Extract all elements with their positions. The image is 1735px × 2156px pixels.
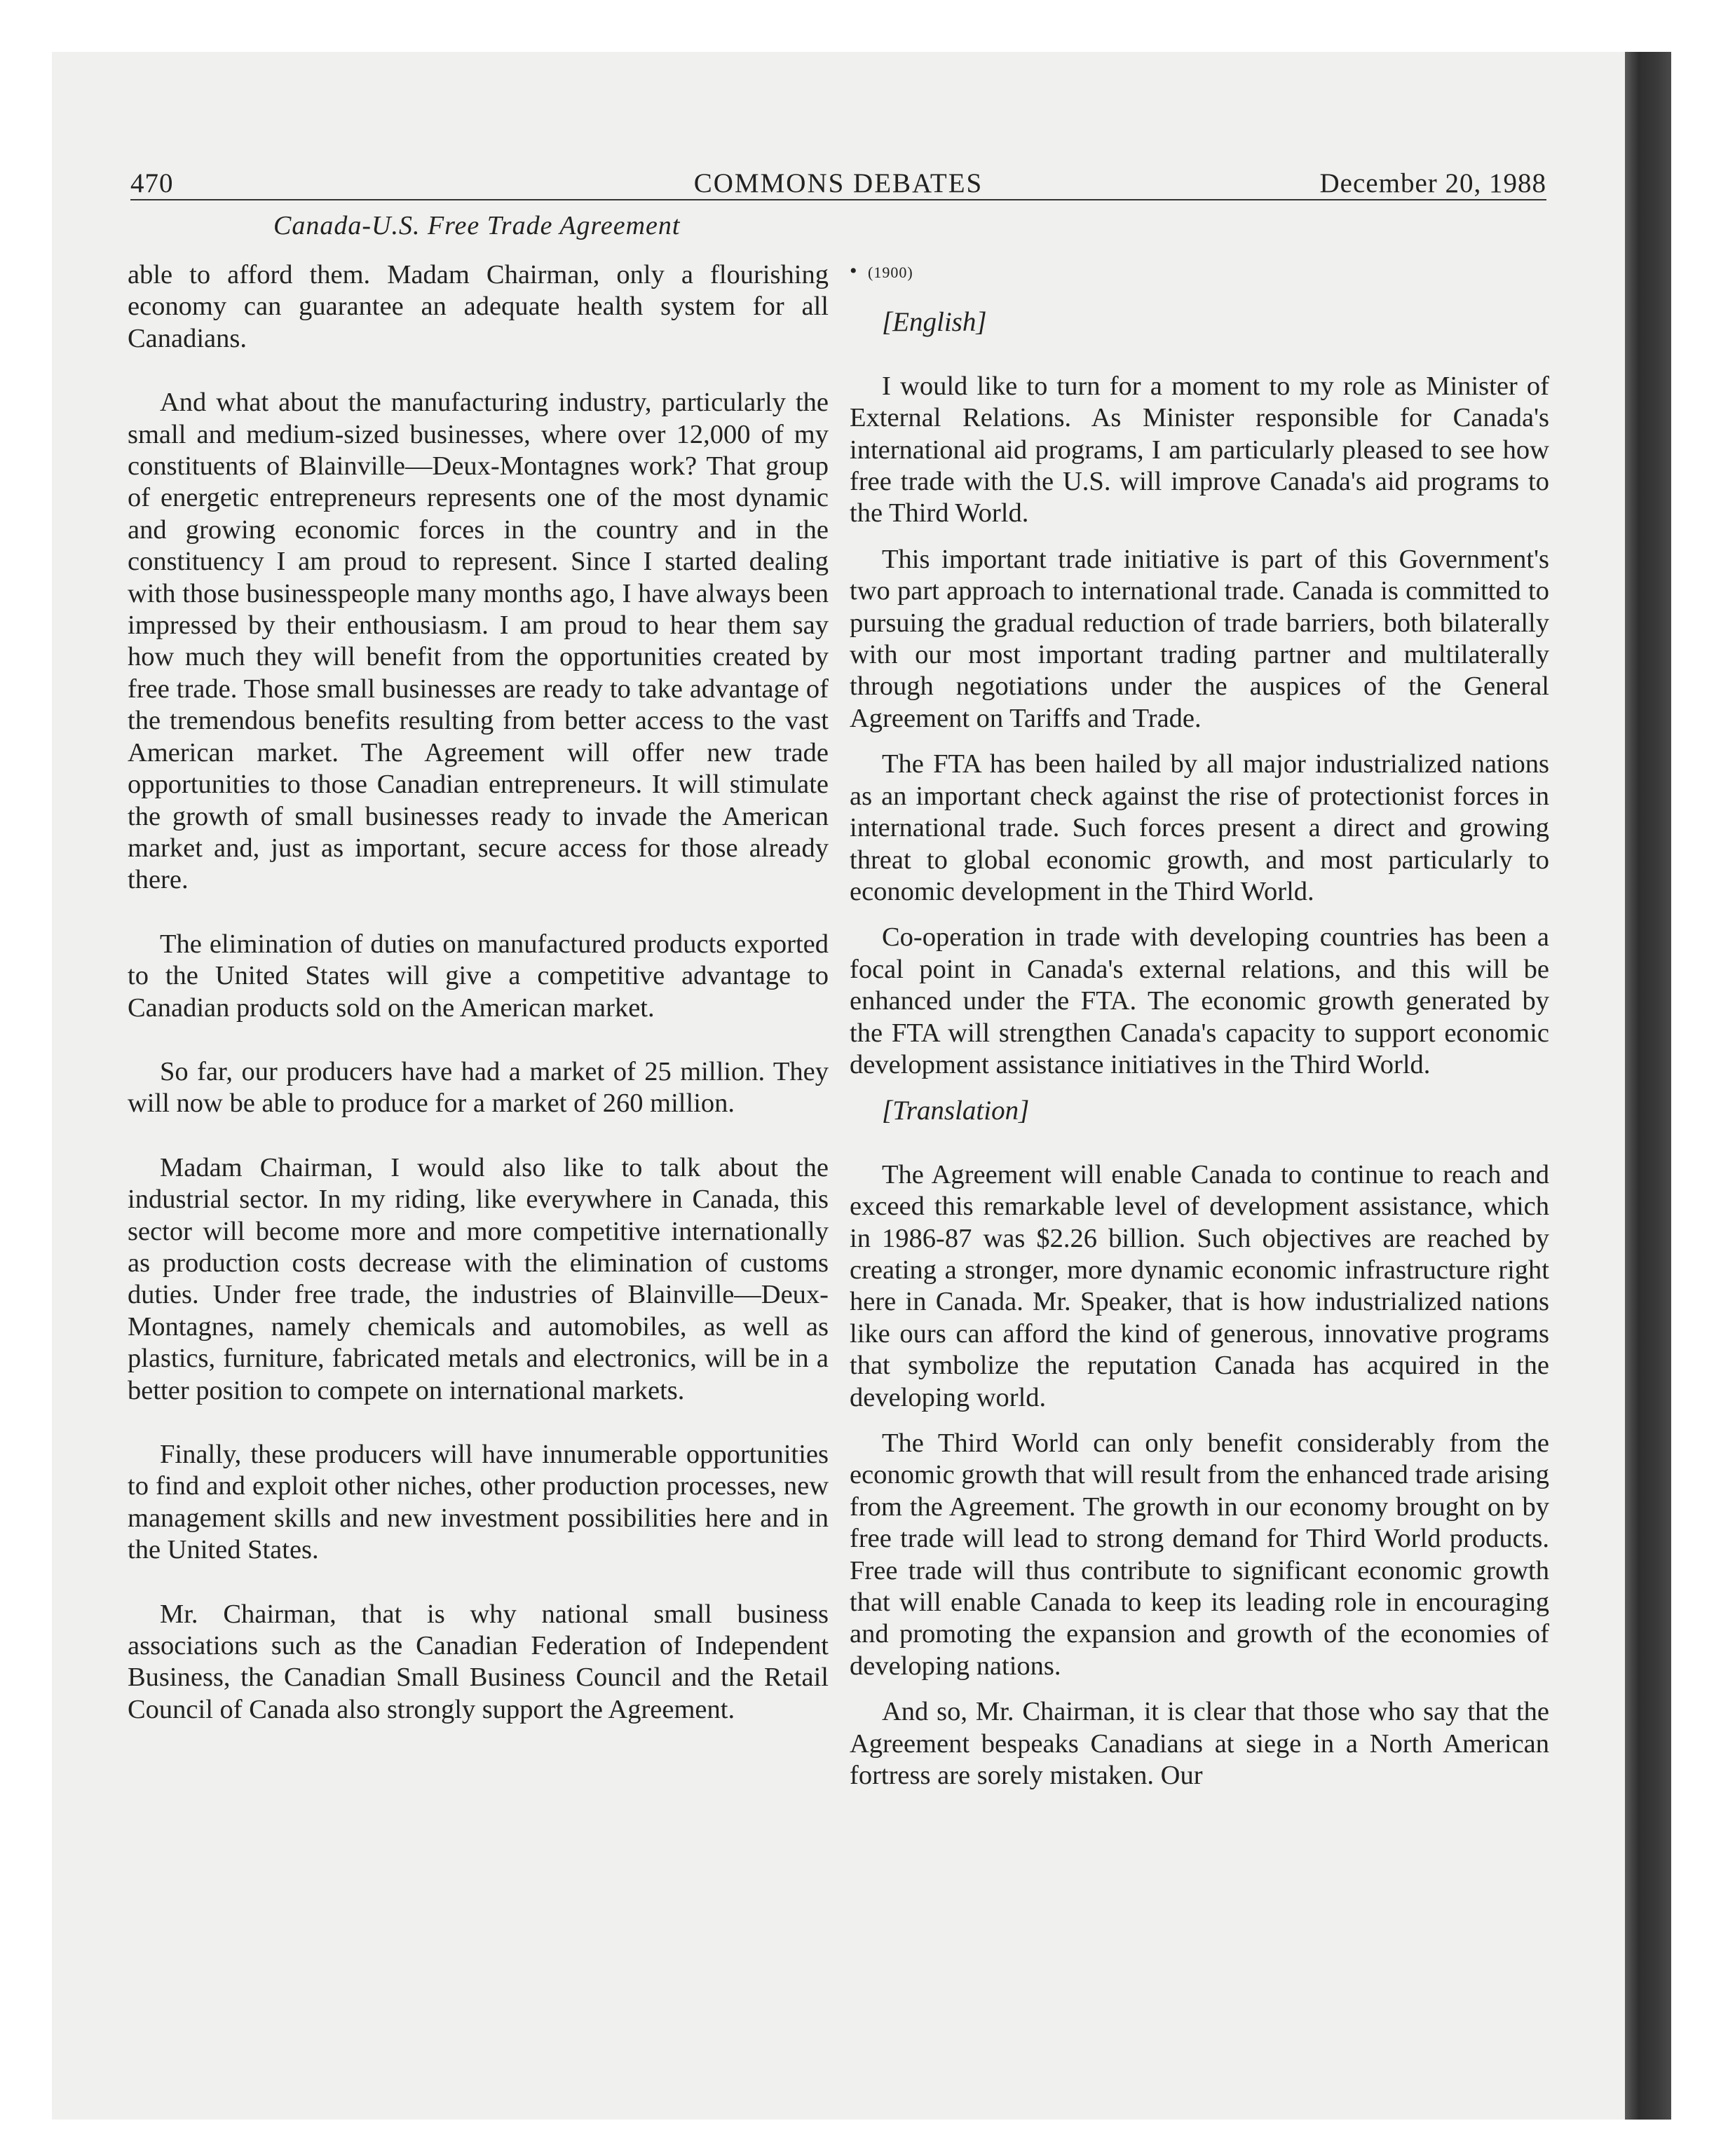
running-title: COMMONS DEBATES: [693, 168, 984, 198]
time-marker: [850, 255, 1549, 288]
paragraph: This important trade initiative is part of this Government's two part approach to international trade. Canada is committed to pursuing the gradual reduction of trade barriers, both bilaterally with our most important trading partner and multilaterally through negotiations under the auspices of the General Agreement on Tariffs and Trade.: [850, 544, 1549, 733]
paragraph: The Third World can only benefit considerably from the economic growth that will result from the enhanced trade arising from the Agreement. The growth in our economy brought on by free trade will lead to strong demand for Third World products. Free trade will thus contribute to significant economic growth that will enable Canada to keep its leading role in encouraging and promoting the expansion and growth of the economies of developing nations.: [850, 1428, 1549, 1681]
paragraph: And so, Mr. Chairman, it is clear that those who say that the Agreement bespeaks Canadians at siege in a North American fortress are sorely mistaken. Our: [850, 1697, 1549, 1791]
paragraph: I would like to turn for a moment to my role as Minister of External Relations. As Minister responsible for Canada's international aid programs, I am particularly pleased to see how free trade with the U.S. will improve Canada's aid programs to the Third World.: [850, 371, 1549, 528]
right-column: [850, 255, 1549, 1806]
paragraph: And what about the manufacturing industry, particularly the small and medium-sized businesses, where over 12,000 of my constituents of Blainville—Deux-Montagnes work? That group of energetic entrepreneurs represents one of the most dynamic and growing economic forces in the country and in the constituency I am proud to represent. Since I started dealing with those businesspeople many months ago, I have always been impressed by their enthousiasm. I am proud to hear them say how much they will benefit from the opportunities created by free trade. Those small businesses are ready to take advantage of the tremendous benefits resulting from better access to the vast American market. The Agreement will offer new trade opportunities to those Canadian entrepreneurs. It will stimulate the growth of small businesses ready to invade the American market and, just as important, secure access for those already there.: [128, 388, 829, 895]
paragraph: The elimination of duties on manufactured products exported to the United States will give a competitive advantage to Canadian products sold on the American market.: [128, 929, 829, 1023]
paragraph: Finally, these producers will have innumerable opportunities to find and exploit other niches, other production processes, new management skills and new investment possibilities here and in the United States.: [128, 1440, 829, 1565]
paragraph: Co-operation in trade with developing countries has been a focal point in Canada's external relations, and this will be enhanced under the FTA. The economic growth generated by the FTA will strengthen Canada's capacity to support economic development assistance initiatives in the Third World.: [850, 922, 1549, 1079]
time-marker-text: (1900): [868, 264, 913, 281]
left-column: [128, 259, 829, 1758]
header-rule: [130, 199, 1546, 200]
language-marker-english: [English]: [882, 307, 987, 338]
scan-binding-edge: [1625, 52, 1671, 2120]
paragraph: The Agreement will enable Canada to continue to reach and exceed this remarkable level of development assistance, which in 1986-87 was $2.26 billion. Such objectives are reached by creating a stronger, more dynamic economic infrastructure right here in Canada. Mr. Speaker, that is how industrialized nations like ours can afford the kind of generous, innovative programs that symbolize the reputation Canada has acquired in the developing world.: [850, 1159, 1549, 1412]
bullet-icon: •: [850, 259, 858, 282]
page-number: 470: [130, 168, 174, 198]
page-header: [130, 160, 1546, 199]
paragraph: able to afford them. Madam Chairman, only a flourishing economy can guarantee an adequate health system for all Canadians.: [128, 260, 829, 353]
paragraph: The FTA has been hailed by all major industrialized nations as an important check against the rise of protectionist forces in international trade. Such forces present a direct and growing threat to global economic growth, and most particularly to economic development in the Third World.: [850, 749, 1549, 906]
header-date: December 20, 1988: [1319, 168, 1546, 198]
paragraph: So far, our producers have had a market of 25 million. They will now be able to produce for a market of 260 million.: [128, 1056, 829, 1119]
subject-heading: Canada-U.S. Free Trade Agreement: [273, 211, 681, 240]
language-marker-translation: [Translation]: [882, 1096, 1030, 1126]
paragraph: Mr. Chairman, that is why national small business associations such as the Canadian Federation of Independent Business, the Canadian Small Business Council and the Retail Council of Canada also strongly support the Agreement.: [128, 1599, 829, 1724]
paragraph: Madam Chairman, I would also like to talk about the industrial sector. In my riding, like everywhere in Canada, this sector will become more and more competitive internationally as production costs decrease with the elimination of customs duties. Under free trade, the industries of Blainville—Deux-Montagnes, namely chemicals and automobiles, as well as plastics, furniture, fabricated metals and electronics, will be in a better position to compete on international markets.: [128, 1152, 829, 1405]
